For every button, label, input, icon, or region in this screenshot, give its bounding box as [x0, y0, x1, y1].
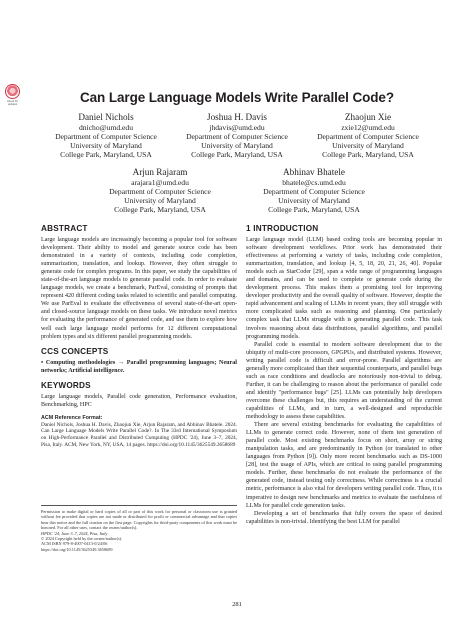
intro-paragraph: Parallel code is essential to modern software development due to the ubiquity of multi-core processors, GPGPUs, and distributed systems. However, writing parallel code is difficult and error-prone. Parallel algorithms are generally more complicated than their sequential counterparts, and parallel bugs such as race conditions and deadlocks are notoriously non-trivial to debug. Further, it can be challenging to reason about the performance of parallel code and identify "performance bugs" [25]. LLMs can potentially help developers overcome these challenges but, this requires an understanding of the current capabilities of LLMs, and in turn, a well-designed and reproducible methodology to assess these capabilities. — [246, 341, 442, 421]
author-city: College Park, Maryland, USA — [60, 150, 152, 160]
author-email[interactable]: bhatele@cs.umd.edu — [282, 178, 346, 187]
author-block — [172, 112, 302, 159]
author-dept: Department of Computer Science — [109, 187, 211, 197]
author-univ: University of Maryland — [124, 196, 196, 206]
author-univ: University of Maryland — [70, 141, 142, 151]
author-name: Zhaojun Xie — [344, 112, 392, 122]
author-univ: University of Maryland — [201, 141, 273, 151]
intro-paragraph: Developing a set of benchmarks that fully covers the space of desired capabilities is non-trivial. Identifying the best LLM for parallel — [246, 510, 442, 525]
author-city: College Park, Maryland, USA — [114, 205, 206, 215]
right-column — [246, 224, 442, 526]
author-email[interactable]: jhdavis@umd.edu — [209, 123, 265, 132]
author-city: College Park, Maryland, USA — [191, 150, 283, 160]
author-email[interactable]: arajara1@umd.edu — [131, 178, 189, 187]
paper-title: Can Large Language Models Write Parallel Code? — [80, 90, 394, 105]
keywords-heading: KEYWORDS — [41, 380, 91, 390]
permission-text: Permission to make digital or hard copies of all or part of this work for personal or classroom use is granted without fee provided that copies are not made or distributed for profit or commercial advantage and that copies bear this notice and the full citation on the first page. Copyrights for third-party components of this work must be honored. For all other uses, contact the owner/author(s). — [41, 509, 237, 531]
author-block — [303, 112, 433, 159]
author-univ: University of Maryland — [278, 196, 350, 206]
intro-paragraph: Large language model (LLM) based coding tools are becoming popular in software development workflows. Prior work has demonstrated their effectiveness at performing a variety of tasks, including code completion, summarization, translation, and lookup [4, 5, 18, 20, 21, 26, 40]. Popular models such as StarCoder [29], span a wide range of programming languages and domains, and can be used to complete or generate code during the development process. This makes them a promising tool for improving developer productivity and the overall quality of software. However, despite the rapid advancement and scaling of LLMs in recent years, they still struggle with more complicated tasks such as reasoning and planning. One particularly complex task that LLMs struggle with is generating parallel code. This task involves reasoning about data distributions, parallel algorithms, and parallel programming models. — [246, 237, 442, 340]
isbn-line: ACM ISBN 979-8-4007-0413-0/24/06 — [41, 541, 108, 547]
acm-reference-text: Daniel Nichols, Joshua H. Davis, Zhaojun Xie, Arjun Rajaram, and Abhinav Bhatele. 2024. Can Large Language Models Write Parallel Code?. In The 33rd International Symposium on High-Performance Parallel and Distributed Computing (HPDC '24), June 3–7, 2024, Pisa, Italy. ACM, New York, NY, USA, 14 pages. https://doi.org/10.1145/3625549.3658689 — [41, 421, 237, 448]
author-univ: University of Maryland — [332, 141, 404, 151]
author-dept: Department of Computer Science — [263, 187, 365, 197]
copyright-line: © 2024 Copyright held by the owner/author(s). — [41, 536, 123, 542]
author-email[interactable]: dnicho@umd.edu — [78, 123, 134, 132]
ccs-text: • Computing methodologies → Parallel programming languages; Neural networks; Artificial intelligence. — [41, 359, 237, 374]
abstract-heading: ABSTRACT — [41, 224, 88, 233]
keywords-text: Large language models, Parallel code generation, Performance evaluation, Benchmarking, HPC — [41, 393, 237, 408]
author-block — [244, 167, 384, 214]
permission-footnote — [41, 505, 237, 552]
venue-line: HPDC '24, June 3–7, 2024, Pisa, Italy — [41, 530, 108, 536]
doi-link[interactable]: https://doi.org/10.1145/3625549.3658689 — [41, 546, 113, 552]
introduction-heading: 1 INTRODUCTION — [246, 224, 319, 233]
ccs-heading: CCS CONCEPTS — [41, 346, 109, 356]
author-dept: Department of Computer Science — [186, 132, 288, 142]
abstract-text: Large language models are increasingly becoming a popular tool for software development. Their ability to model and generate source code has been demonstrated in a variety of contexts, including code completion, summarization, translation, and lookup. However, they often struggle to generate code for complex programs. In this paper, we study the capabilities of state-of-the-art language models to generate parallel code. In order to evaluate language models, we create a benchmark, ParEval, consisting of prompts that represent 420 different coding tasks related to scientific and parallel computing. We use ParEval to evaluate the effectiveness of several state-of-the-art open- and closed-source language models on these tasks. We introduce novel metrics for evaluating the performance of generated code, and use them to explore how well each large language model performs for 12 different computational problem types and six different parallel programming models. — [41, 237, 237, 340]
page-number: 281 — [232, 601, 242, 608]
author-name: Daniel Nichols — [78, 112, 134, 122]
author-city: College Park, Maryland, USA — [268, 205, 360, 215]
author-name: Abhinav Bhatele — [283, 167, 345, 177]
left-column — [41, 224, 237, 448]
author-name: Joshua H. Davis — [207, 112, 267, 122]
author-block — [41, 112, 171, 159]
author-city: College Park, Maryland, USA — [322, 150, 414, 160]
intro-paragraph: There are several existing benchmarks for evaluating the capabilities of LLMs to generate correct code. However, none of them test generation of parallel code. Most existing benchmarks focus on short, array or string manipulation tasks, and are predominantly in Python (or translated to other languages from Python [9]). Only more recent benchmarks such as DS-1000 [28], test the usage of APIs, which are critical to using parallel programming models. Further, these benchmarks do not evaluate the performance of the generated code, instead testing only correctness. While correctness is a crucial metric, performance is also vital for developers writing parallel code. Thus, it is imperative to design new benchmarks and metrics to evaluate the usefulness of LLMs for parallel code generation tasks. — [246, 422, 442, 509]
author-block — [90, 167, 230, 214]
author-dept: Department of Computer Science — [317, 132, 419, 142]
author-name: Arjun Rajaram — [132, 167, 188, 177]
author-email[interactable]: zxie12@umd.edu — [341, 123, 395, 132]
badge-label: Check for updates — [6, 100, 19, 106]
acm-reference-heading: ACM Reference Format: — [41, 414, 103, 421]
author-dept: Department of Computer Science — [55, 132, 157, 142]
